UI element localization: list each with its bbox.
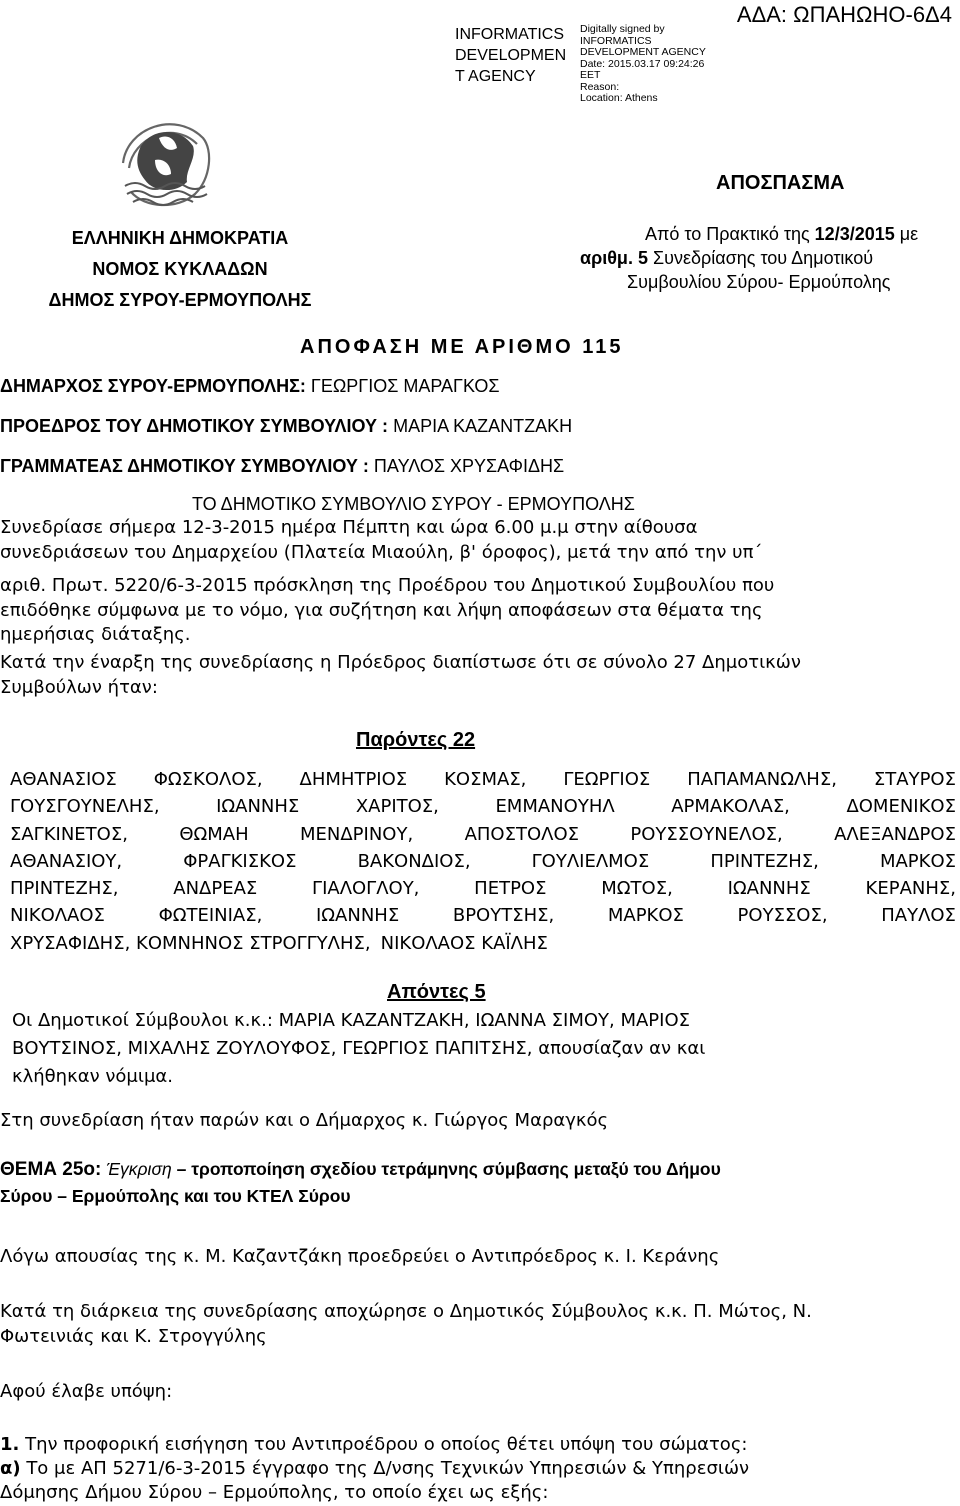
theme-dash: – [57, 1186, 67, 1206]
theme-line: ΘΕΜΑ 25ο: Έγκριση – τροποποίηση σχεδίου τετράμηνης σύμβασης μεταξύ του Δήμου [0, 1159, 721, 1180]
signer-name: INFORMATICS DEVELOPMEN T AGENCY [455, 26, 567, 85]
absent-line: ΒΟΥΤΣΙΝΟΣ, ΜΙΧΑΛΗΣ ΖΟΥΛΟΥΦΟΣ, ΓΕΩΡΓΙΟΣ ΠΑΠΙΤΣΗΣ, απουσίαζαν αν και [12, 1038, 706, 1059]
absent-line: κλήθηκαν νόμιμα. [12, 1066, 173, 1087]
president-line: ΠΡΟΕΔΡΟΣ ΤΟΥ ΔΗΜΟΤΙΚΟΥ ΣΥΜΒΟΥΛΙΟΥ : ΜΑΡΙΑ ΚΑΖΑΝΤΖΑΚΗ [0, 416, 573, 436]
sig-line: EET [580, 69, 601, 81]
note-line: Κατά τη διάρκεια της συνεδρίασης αποχώρησε ο Δημοτικός Σύμβουλος κ.κ. Π. Μώτος, Ν. [0, 1301, 812, 1322]
sig-line: Reason: [580, 80, 620, 93]
council-line: ΤΟ ΔΗΜΟΤΙΚΟ ΣΥΜΒΟΥΛΙΟ ΣΥΡΟΥ - ΕΡΜΟΥΠΟΛΗΣ [192, 494, 635, 514]
theme-block [0, 1156, 955, 1209]
signature-details [580, 24, 706, 105]
intro-line: επιδόθηκε σύμφωνα με το νόμο, για συζήτηση και λήψη αποφάσεων στα θέματα της [0, 600, 763, 621]
intro-line: Κατά την έναρξη της συνεδρίασης η Πρόεδρος διαπίστωσε ότι σε σύνολο 27 Δημοτικών [0, 652, 801, 673]
intro-line: αριθ. Πρωτ. 5220/6-3-2015 πρόσκληση της Προέδρου του Δημοτικού Συμβουλίου που [0, 575, 775, 596]
intro-line: Συμβούλων ήταν: [0, 677, 158, 698]
decision-title: ΑΠΟΦΑΣΗ ΜΕ ΑΡΙΘΜΟ 115 [300, 336, 624, 358]
consideration-line: 1. Την προφορική εισήγηση του Αντιπροέδρου ο οποίος θέτει υπόψη του σώματος: [0, 1434, 748, 1455]
state-line: ΕΛΛΗΝΙΚΗ ΔΗΜΟΚΡΑΤΙΑ [71, 228, 289, 248]
names-line: ΑΘΑΝΑΣΙΟΣ ΦΩΣΚΟΛΟΣ, ΔΗΜΗΤΡΙΟΣ ΚΟΣΜΑΣ, ΓΕΩΡΓΙΟΣ ΠΑΠΑΜΑΝΩΛΗΣ, ΣΤΑΥΡΟΣ [10, 769, 956, 790]
names-line: ΑΘΑΝΑΣΙΟΥ, ΦΡΑΓΚΙΣΚΟΣ ΒΑΚΟΝΔΙΟΣ, ΓΟΥΛΙΕΛΜΟΣ ΠΡΙΝΤΕΖΗΣ, ΜΑΡΚΟΣ [10, 850, 956, 872]
state-line: ΝΟΜΟΣ ΚΥΚΛΑΔΩΝ [92, 259, 268, 279]
sig-line: Location: Athens [580, 92, 658, 104]
names-line: ΣΑΓΚΙΝΕΤΟΣ, ΘΩΜΑΗ ΜΕΝΔΡΙΝΟΥ, ΑΠΟΣΤΟΛΟΣ ΡΟΥΣΣΟΥΝΕΛΟΣ, ΑΛΕΞΑΝΔΡΟΣ [10, 823, 956, 845]
present-names [10, 766, 956, 957]
minutes-line: Συμβουλίου Σύρου- Ερμούπολης [627, 272, 891, 292]
names-line: ΠΡΙΝΤΕΖΗΣ, ΑΝΔΡΕΑΣ ΓΙΑΛΟΓΛΟΥ, ΠΕΤΡΟΣ ΜΩΤΟΣ, ΙΩΑΝΝΗΣ ΚΕΡΑΝΗΣ, [10, 878, 956, 900]
note-line: Φωτεινιάς και Κ. Στρογγύλης [0, 1326, 267, 1347]
extract-label: ΑΠΟΣΠΑΣΜΑ [716, 172, 845, 194]
sig-line: Date: 2015.03.17 09:24:26 [580, 57, 705, 70]
theme-line: Σύρου – Ερμούπολης και του ΚΤΕΛ Σύρου [0, 1186, 351, 1206]
names-line: ΧΡΥΣΑΦΙΔΗΣ, ΚΟΜΝΗΝΟΣ ΣΤΡΟΓΓΥΛΗΣ, ΝΙΚΟΛΑΟΣ ΚΑΪΛΗΣ [10, 932, 548, 954]
names-line: ΓΟΥΣΓΟΥΝΕΛΗΣ, ΙΩΑΝΝΗΣ ΧΑΡΙΤΟΣ, ΕΜΜΑΝΟΥΗΛ ΑΡΜΑΚΟΛΑΣ, ΔΟΜΕΝΙΚΟΣ [10, 796, 956, 818]
intro-line: συνεδριάσεων του Δημαρχείου (Πλατεία Μιαούλη, β' όροφος), μετά την από την υπ΄ [0, 542, 763, 563]
sig-line: INFORMATICS [580, 34, 652, 47]
theme-dash: – [176, 1159, 187, 1179]
consideration-line: Δόμησης Δήμου Σύρου – Ερμούπολης, το οποίο έχει ως εξής: [0, 1482, 549, 1503]
intro-line: ημερήσιας διάταξης. [0, 624, 191, 645]
note-line: Λόγω απουσίας της κ. Μ. Καζαντζάκη προεδρεύει ο Αντιπρόεδρος κ. Ι. Κεράνης [0, 1246, 720, 1267]
state-line: ΔΗΜΟΣ ΣΥΡΟΥ-ΕΡΜΟΥΠΟΛΗΣ [48, 290, 312, 310]
present-heading: Παρόντες 22 [356, 729, 476, 751]
minutes-line: Από το Πρακτικό της 12/3/2015 με [645, 224, 919, 244]
intro-line: Συνεδρίασε σήμερα 12-3-2015 ημέρα Πέμπτη και ώρα 6.00 μ.μ στην αίθουσα [0, 517, 698, 538]
municipality-emblem-icon [115, 108, 215, 213]
sig-line: Digitally signed by [580, 23, 665, 35]
secretary-line: ΓΡΑΜΜΑΤΕΑΣ ΔΗΜΟΤΙΚΟΥ ΣΥΜΒΟΥΛΙΟΥ : ΠΑΥΛΟΣ ΧΡΥΣΑΦΙΔΗΣ [0, 456, 565, 476]
ada-code: ΑΔΑ: ΩΠΑΗΩΗΟ-6Δ4 [736, 2, 952, 27]
absent-line: Οι Δημοτικοί Σύμβουλοι κ.κ.: ΜΑΡΙΑ ΚΑΖΑΝΤΖΑΚΗ, ΙΩΑΝΝΑ ΣΙΜΟΥ, ΜΑΡΙΟΣ [12, 1010, 691, 1031]
mayor-line: ΔΗΜΑΡΧΟΣ ΣΥΡΟΥ-ΕΡΜΟΥΠΟΛΗΣ: ΓΕΩΡΓΙΟΣ ΜΑΡΑΓΚΟΣ [0, 376, 500, 396]
names-line: ΝΙΚΟΛΑΟΣ ΦΩΤΕΙΝΙΑΣ, ΙΩΑΝΝΗΣ ΒΡΟΥΤΣΗΣ, ΜΑΡΚΟΣ ΡΟΥΣΣΟΣ, ΠΑΥΛΟΣ [10, 905, 956, 927]
sig-line: DEVELOPMENT AGENCY [580, 46, 706, 58]
consideration-line: α) Το με ΑΠ 5271/6-3-2015 έγγραφο της Δ/νσης Τεχνικών Υπηρεσιών & Υπηρεσιών [0, 1458, 750, 1479]
absent-heading: Απόντες 5 [387, 981, 486, 1003]
minutes-line: αριθμ. 5 Συνεδρίασης του Δημοτικού [580, 248, 874, 268]
mayor-present-line: Στη συνεδρίαση ήταν παρών και ο Δήμαρχος κ. Γιώργος Μαραγκός [0, 1110, 609, 1131]
note-line: Αφού έλαβε υπόψη: [0, 1381, 173, 1402]
